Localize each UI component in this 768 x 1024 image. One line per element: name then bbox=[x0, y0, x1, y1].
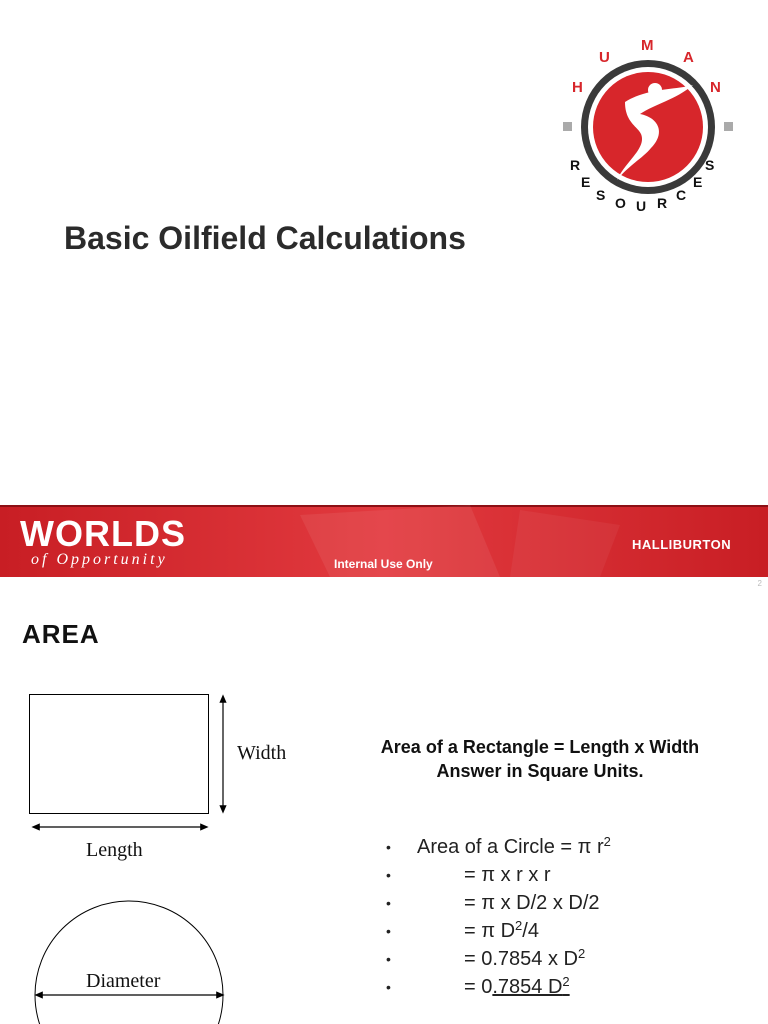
svg-text:C: C bbox=[676, 187, 687, 203]
logo-letter-h: H bbox=[572, 79, 583, 96]
rectangle-formula bbox=[350, 735, 730, 783]
exponent: 2 bbox=[562, 974, 570, 989]
circle-formula-step: = 0.7854 x D bbox=[464, 948, 578, 970]
circle-formula-step: = π x D/2 x D/2 bbox=[464, 892, 600, 914]
logo-letter-u: U bbox=[599, 49, 610, 66]
internal-use-label: Internal Use Only bbox=[334, 557, 433, 571]
bullet: • bbox=[386, 951, 391, 967]
circle-formula-final: .7854 D bbox=[492, 976, 563, 998]
bullet: • bbox=[386, 979, 391, 995]
svg-text:E: E bbox=[581, 174, 591, 190]
slide-area bbox=[0, 577, 768, 1024]
exponent: 2 bbox=[577, 946, 586, 961]
list-item bbox=[380, 917, 760, 945]
bullet: • bbox=[386, 895, 391, 911]
circle-formula-step: = 0 bbox=[464, 976, 493, 998]
svg-text:S: S bbox=[596, 187, 606, 203]
bullet: • bbox=[386, 867, 391, 883]
circle-formula-step: = π x r x r bbox=[464, 864, 551, 886]
opportunity-tagline: of Opportunity bbox=[31, 551, 168, 568]
list-item bbox=[380, 973, 760, 1001]
exponent: 2 bbox=[603, 834, 611, 849]
logo-letter-m: M bbox=[641, 37, 654, 54]
diameter-label: Diameter bbox=[86, 970, 161, 992]
svg-text:U: U bbox=[636, 198, 647, 214]
length-label: Length bbox=[86, 839, 143, 861]
rect-formula-line1: Area of a Rectangle = Length x Width bbox=[380, 737, 700, 757]
hr-logo-graphic bbox=[555, 30, 745, 220]
logo-letter-a: A bbox=[683, 49, 694, 66]
worlds-brand: WORLDS bbox=[20, 513, 186, 554]
circle-formula-step: = π D bbox=[464, 920, 516, 942]
area-heading: AREA bbox=[22, 619, 100, 649]
page-number: 2 bbox=[757, 579, 762, 588]
list-item bbox=[380, 889, 760, 917]
exponent: 2 bbox=[515, 918, 523, 933]
width-label: Width bbox=[237, 742, 287, 764]
svg-text:R: R bbox=[657, 195, 668, 211]
circle-formula-list bbox=[380, 833, 760, 1001]
svg-text:O: O bbox=[615, 195, 626, 211]
rectangle-shape bbox=[29, 694, 209, 814]
svg-text:S: S bbox=[705, 157, 715, 173]
halliburton-logo-text: HALLIBURTON bbox=[632, 537, 732, 552]
circle-formula-text: Area of a Circle = π r bbox=[417, 836, 604, 858]
list-item bbox=[380, 861, 760, 889]
bullet: • bbox=[386, 839, 391, 855]
svg-text:R: R bbox=[570, 157, 581, 173]
bullet: • bbox=[386, 923, 391, 939]
circle-shape bbox=[35, 901, 223, 1024]
rect-formula-line2: Answer in Square Units. bbox=[436, 761, 644, 781]
logo-letter-n: N bbox=[710, 79, 721, 96]
list-item bbox=[380, 833, 760, 861]
circle-formula-step-suffix: /4 bbox=[522, 920, 539, 942]
slide-title-text: Basic Oilfield Calculations bbox=[64, 220, 466, 256]
list-item bbox=[380, 945, 760, 973]
human-resources-logo bbox=[555, 30, 745, 220]
footer-banner bbox=[0, 505, 768, 577]
svg-text:E: E bbox=[693, 174, 703, 190]
